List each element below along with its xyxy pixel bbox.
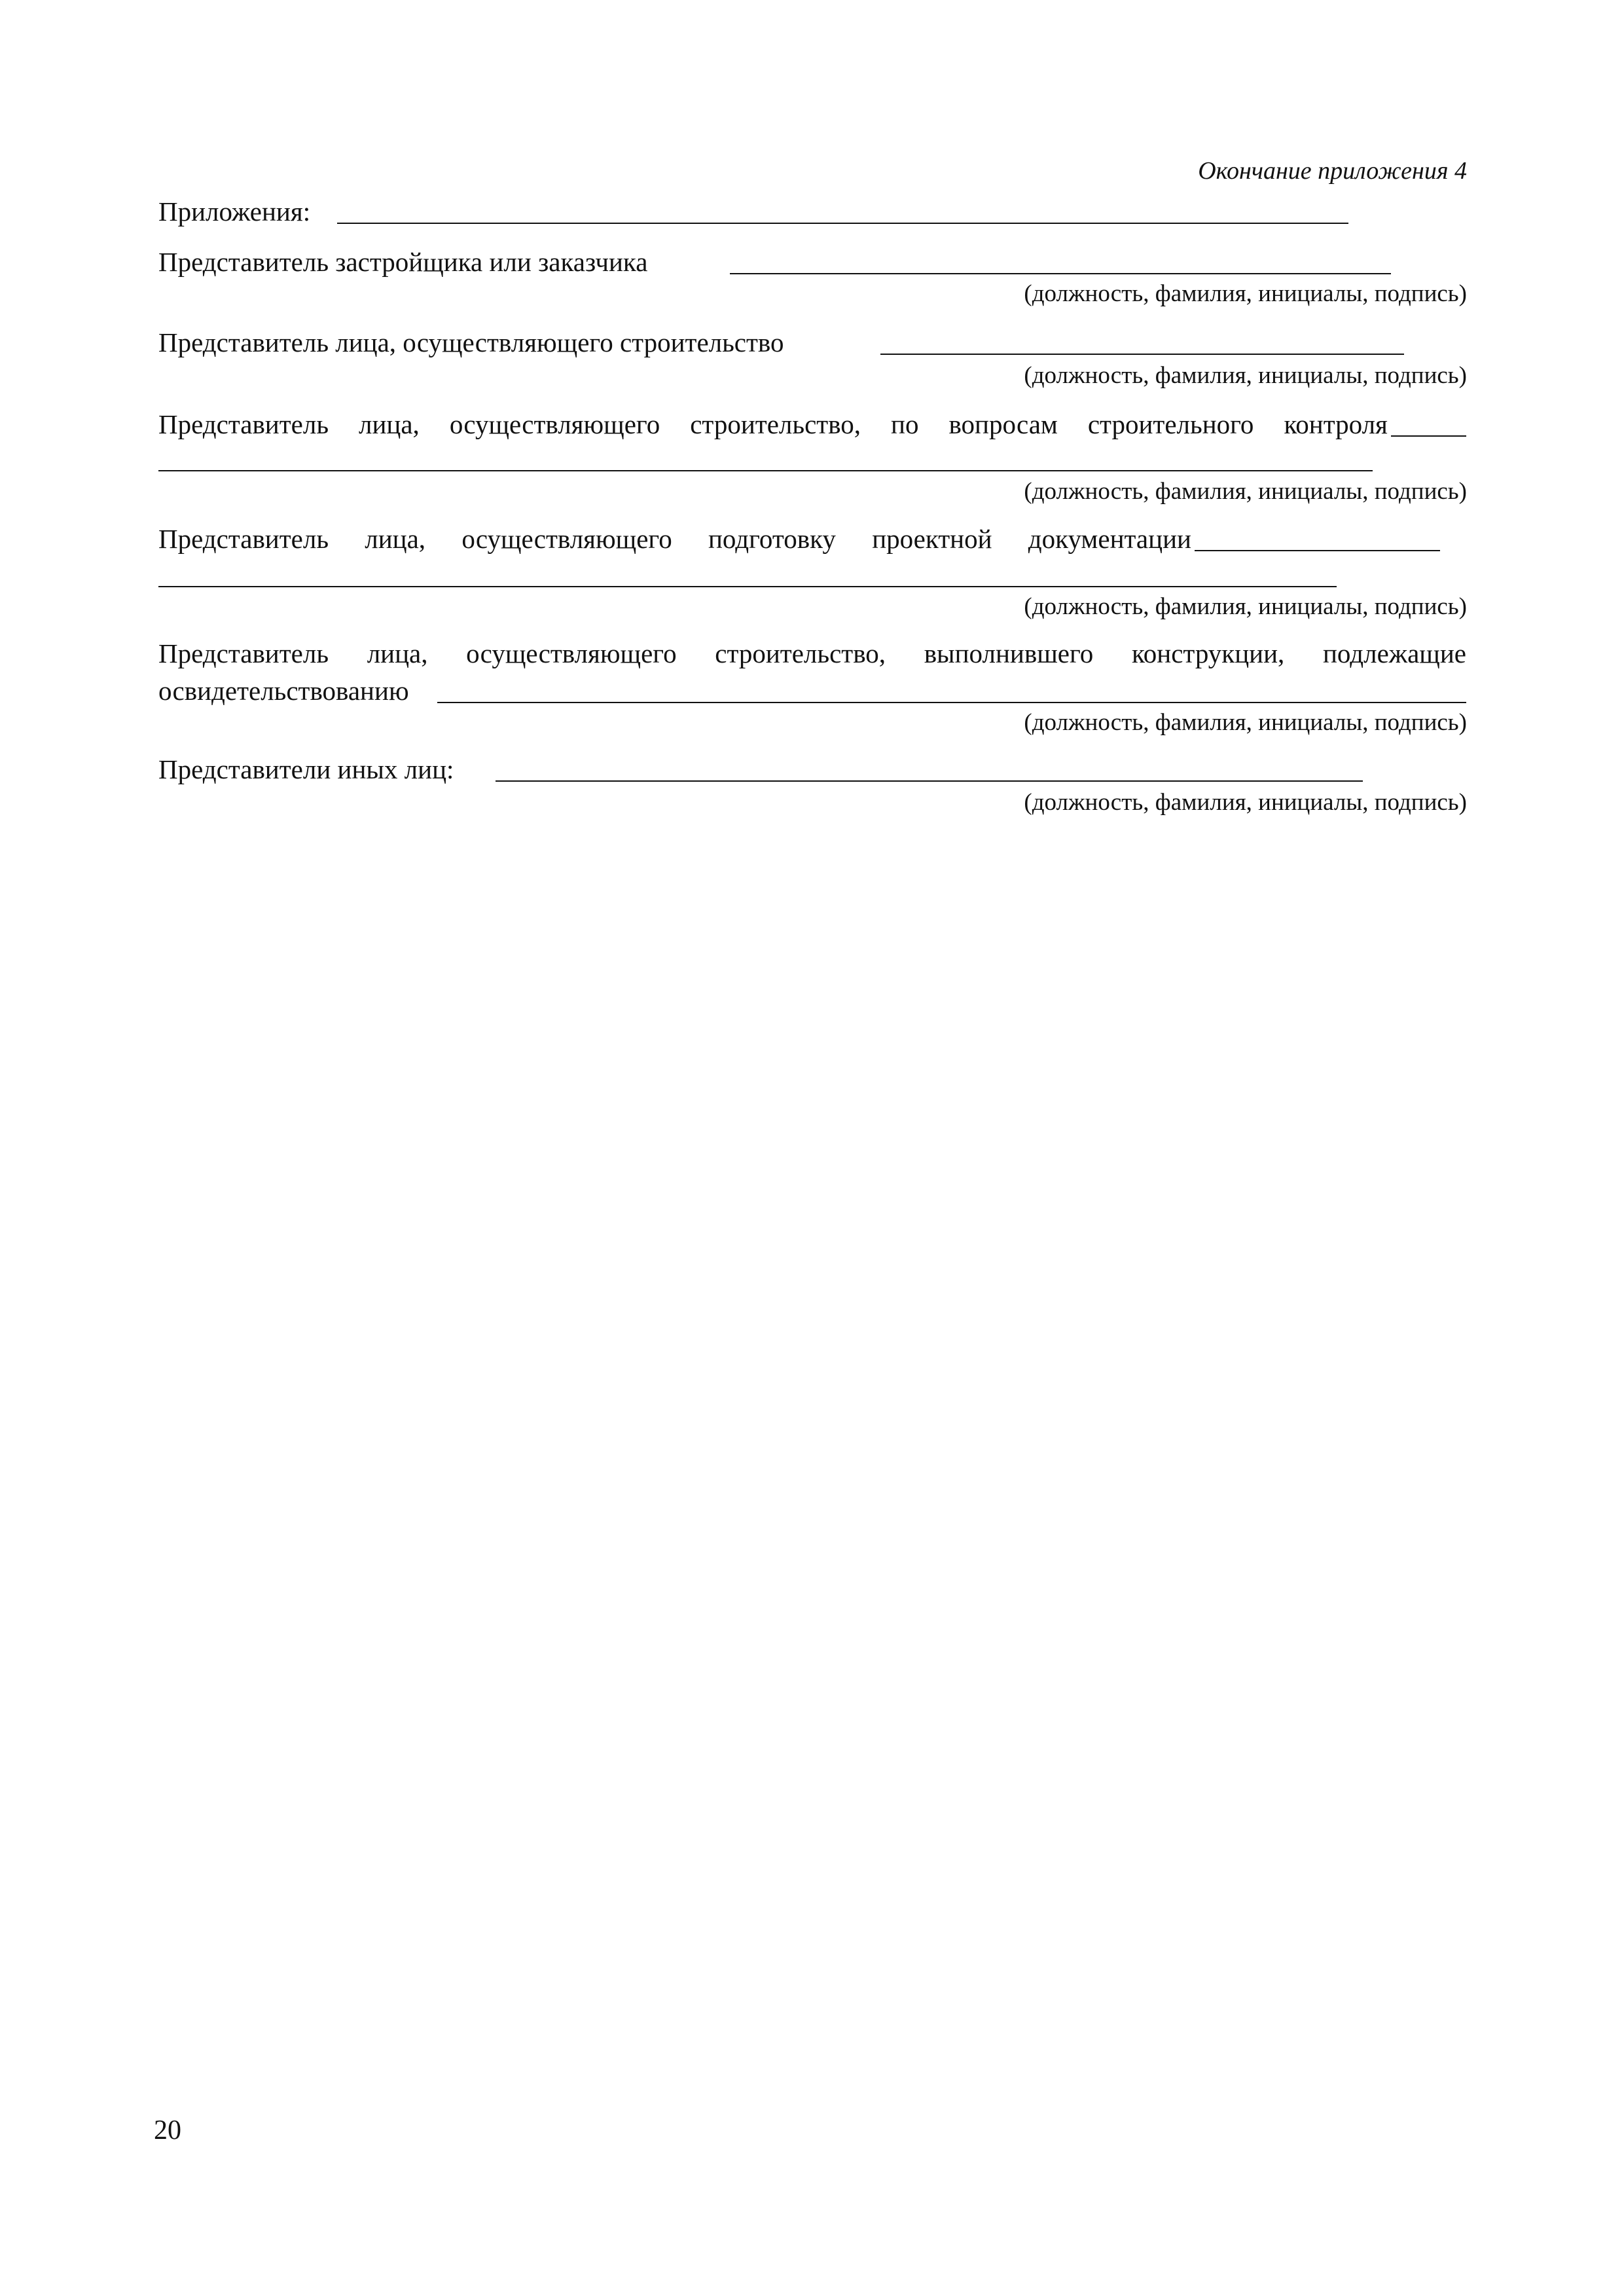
page-number: 20: [154, 2115, 181, 2145]
developer-rep-label: Представитель застройщика или заказчика: [158, 247, 648, 277]
construction-control-rep-label: Представитель лица, осуществляющего строительство, по вопросам строительного контроля: [158, 409, 1388, 439]
construction-control-rep-caption: (должность, фамилия, инициалы, подпись): [1024, 478, 1467, 505]
design-rep-line-1[interactable]: [1195, 550, 1440, 551]
developer-rep-caption: (должность, фамилия, инициалы, подпись): [1024, 280, 1467, 307]
other-reps-label: Представители иных лиц:: [158, 754, 454, 784]
attachments-label: Приложения:: [158, 196, 311, 227]
inspected-structures-rep-caption: (должность, фамилия, инициалы, подпись): [1024, 709, 1467, 736]
construction-control-rep-line-2[interactable]: [158, 470, 1373, 471]
builder-rep-caption: (должность, фамилия, инициалы, подпись): [1024, 362, 1467, 389]
builder-rep-line[interactable]: [880, 354, 1404, 355]
other-reps-line[interactable]: [496, 780, 1363, 782]
construction-control-rep-line-1[interactable]: [1391, 435, 1466, 437]
attachments-line[interactable]: [337, 223, 1348, 224]
builder-rep-label: Представитель лица, осуществляющего строительство: [158, 327, 784, 357]
other-reps-caption: (должность, фамилия, инициалы, подпись): [1024, 789, 1467, 816]
continuation-header: Окончание приложения 4: [1198, 157, 1467, 185]
design-rep-caption: (должность, фамилия, инициалы, подпись): [1024, 593, 1467, 620]
design-rep-line-2[interactable]: [158, 586, 1337, 587]
design-rep-label: Представитель лица, осуществляющего подготовку проектной документации: [158, 524, 1191, 554]
inspected-structures-rep-line[interactable]: [437, 702, 1466, 703]
inspected-structures-rep-label-line2: освидетельствованию: [158, 676, 409, 706]
developer-rep-line[interactable]: [730, 273, 1391, 274]
inspected-structures-rep-label: Представитель лица, осуществляющего строительство, выполнившего конструкции, подлежащие: [158, 638, 1466, 668]
